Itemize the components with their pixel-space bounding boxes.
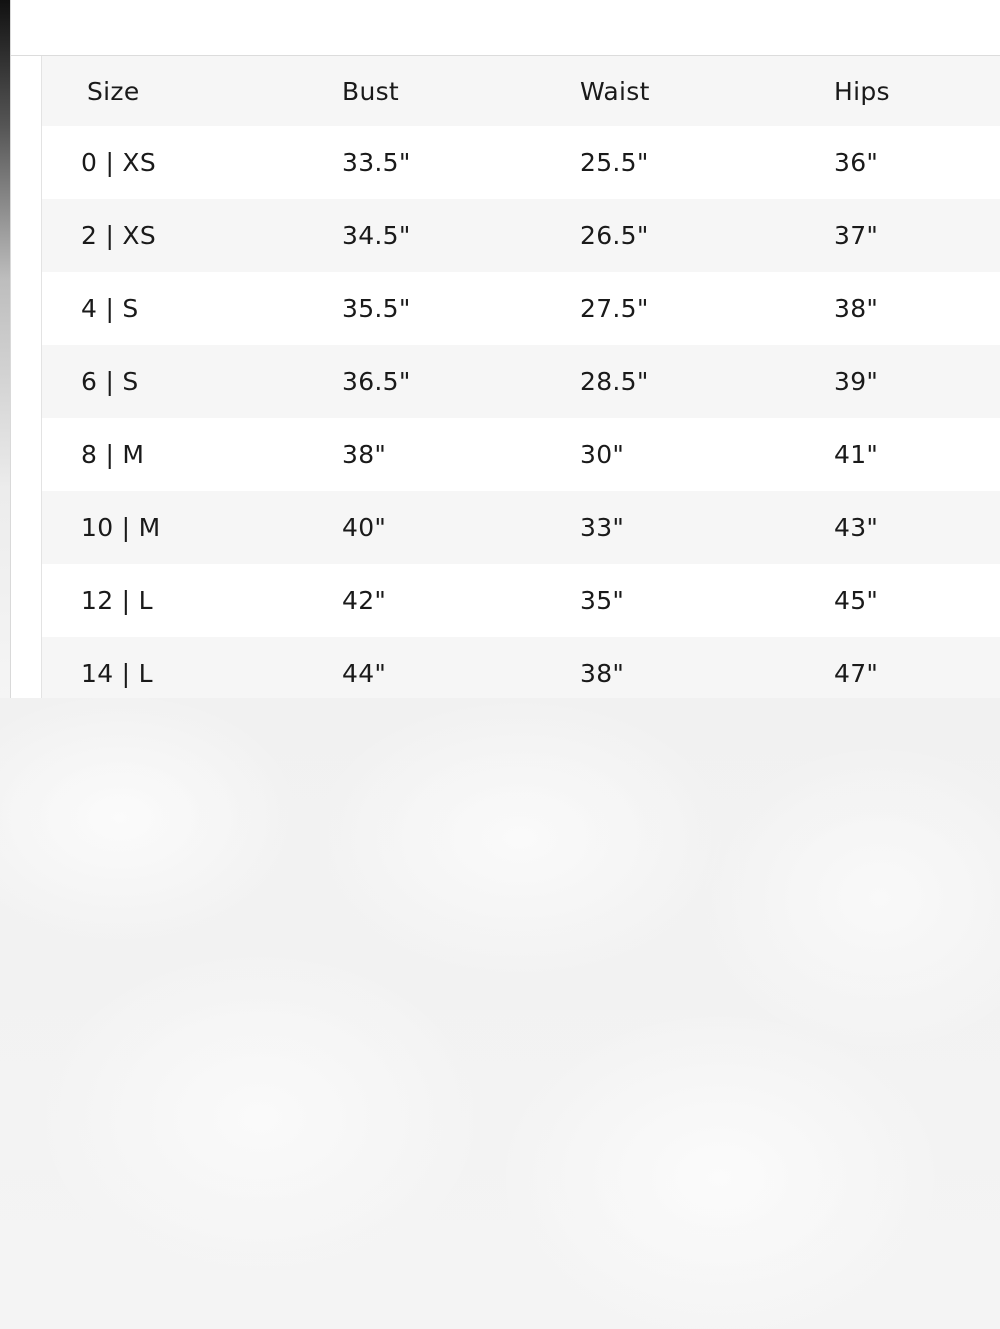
cell-hips: 36"	[834, 148, 879, 177]
header-size: Size	[87, 76, 140, 106]
cell-bust: 34.5"	[342, 221, 411, 250]
table-row	[42, 199, 1000, 272]
cell-bust: 38"	[342, 440, 387, 469]
cell-hips: 38"	[834, 294, 879, 323]
cell-bust: 33.5"	[342, 148, 411, 177]
cell-bust: 44"	[342, 659, 387, 688]
edge-shadow	[0, 0, 10, 698]
cell-hips: 37"	[834, 221, 879, 250]
cell-bust: 36.5"	[342, 367, 411, 396]
table-row	[42, 564, 1000, 637]
cell-size: 12 | L	[81, 586, 153, 615]
cell-waist: 26.5"	[580, 221, 649, 250]
cell-bust: 40"	[342, 513, 387, 542]
table-row	[42, 491, 1000, 564]
cell-waist: 38"	[580, 659, 625, 688]
table-header-row	[42, 56, 1000, 126]
cell-hips: 41"	[834, 440, 879, 469]
cell-hips: 47"	[834, 659, 879, 688]
cell-size: 10 | M	[81, 513, 161, 542]
blurred-background	[0, 698, 1000, 1329]
cell-bust: 42"	[342, 586, 387, 615]
cell-size: 8 | M	[81, 440, 145, 469]
cell-bust: 35.5"	[342, 294, 411, 323]
cell-size: 6 | S	[81, 367, 139, 396]
table-row	[42, 126, 1000, 199]
cell-waist: 28.5"	[580, 367, 649, 396]
cell-hips: 45"	[834, 586, 879, 615]
table-row	[42, 637, 1000, 698]
cell-waist: 25.5"	[580, 148, 649, 177]
cell-hips: 43"	[834, 513, 879, 542]
cell-waist: 30"	[580, 440, 625, 469]
size-chart-panel	[10, 0, 1000, 698]
cell-waist: 27.5"	[580, 294, 649, 323]
table-row	[42, 272, 1000, 345]
cell-size: 0 | XS	[81, 148, 157, 177]
panel-header	[11, 0, 1000, 56]
table-row	[42, 345, 1000, 418]
cell-hips: 39"	[834, 367, 879, 396]
size-chart-table-wrapper	[41, 56, 1000, 698]
cell-waist: 35"	[580, 586, 625, 615]
header-waist: Waist	[580, 76, 650, 106]
cell-waist: 33"	[580, 513, 625, 542]
size-chart-table	[42, 56, 1000, 698]
table-row	[42, 418, 1000, 491]
cell-size: 2 | XS	[81, 221, 157, 250]
cell-size: 4 | S	[81, 294, 139, 323]
header-bust: Bust	[342, 76, 400, 106]
cell-size: 14 | L	[81, 659, 153, 688]
header-hips: Hips	[834, 76, 890, 106]
